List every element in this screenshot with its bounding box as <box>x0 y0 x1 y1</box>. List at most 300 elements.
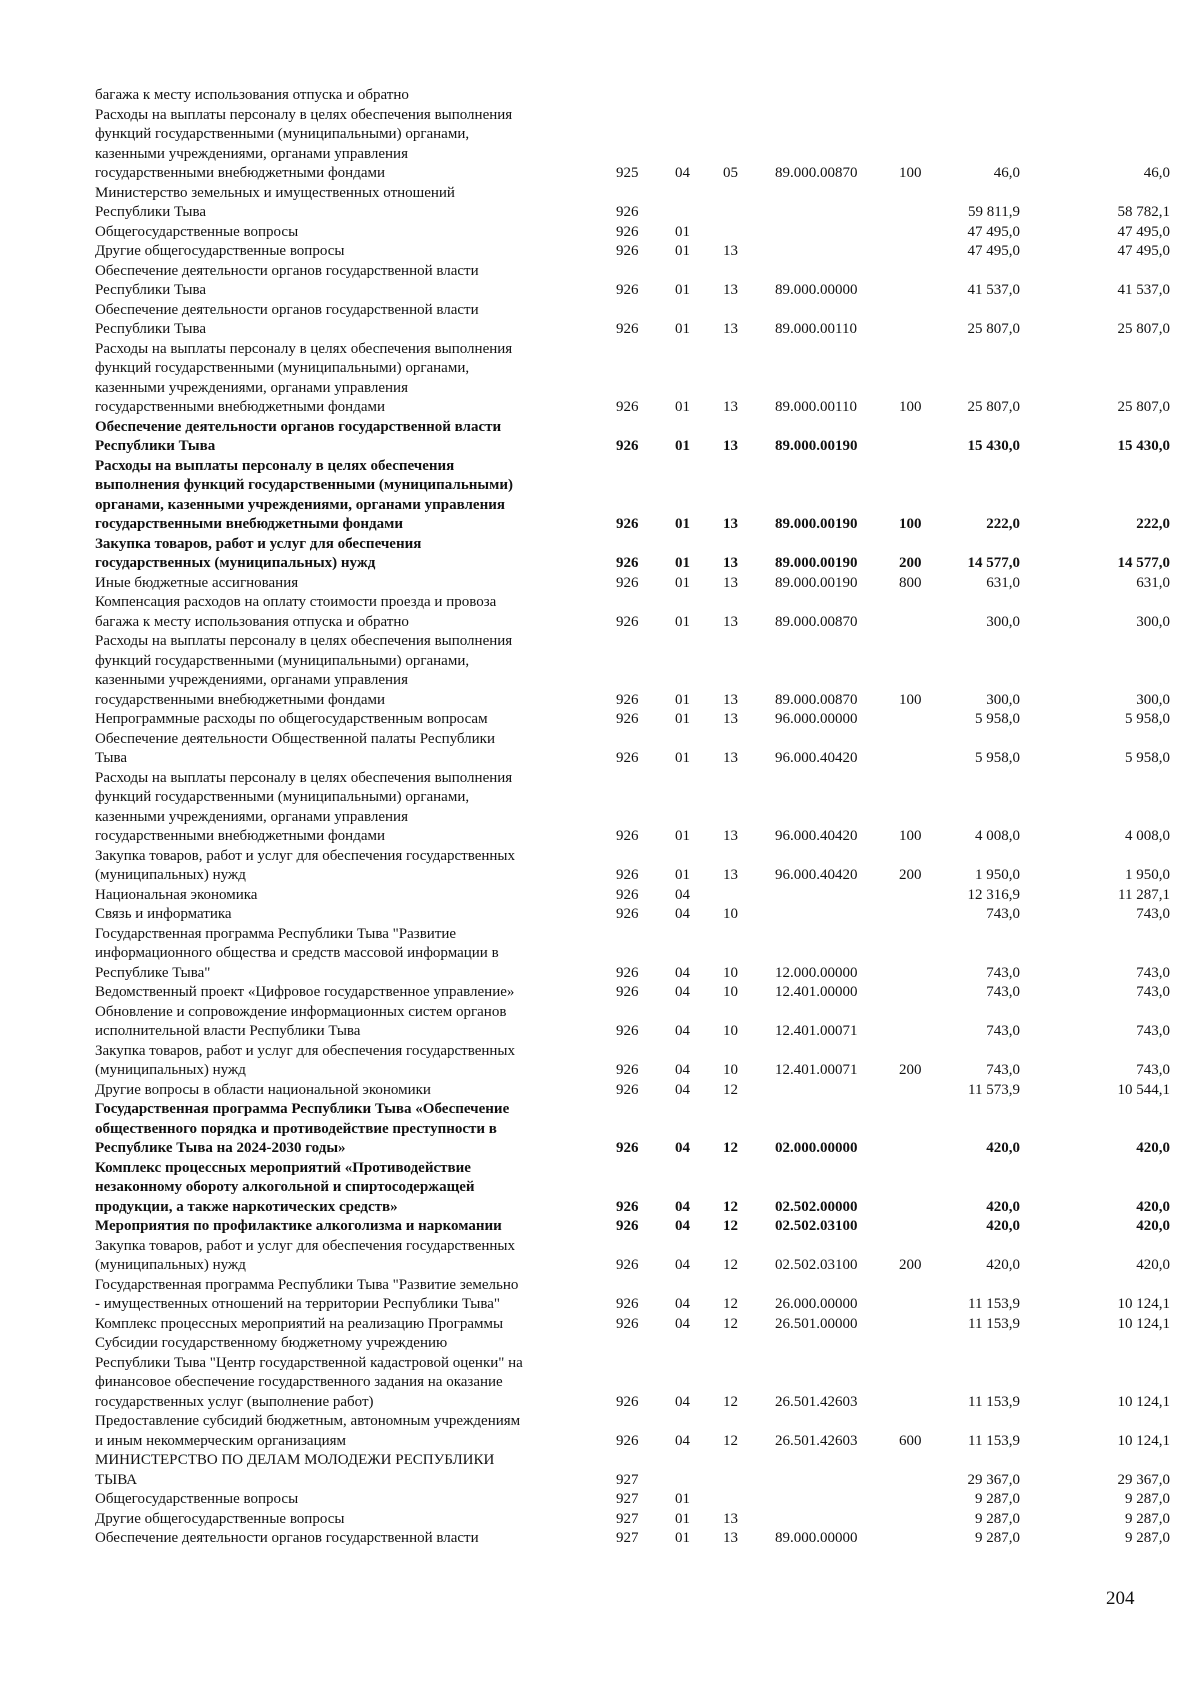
budget-code-grbs: 927 <box>616 1510 639 1527</box>
budget-code-expense-type: 100 <box>899 828 922 844</box>
budget-code-grbs: 926 <box>616 867 639 883</box>
row-name-line: государственными внебюджетными фондами <box>95 399 386 415</box>
budget-code-subsection: 12 <box>723 1315 738 1332</box>
budget-code-subsection: 12 <box>723 1296 738 1312</box>
amount-year-2: 10 124,1 <box>1117 1393 1170 1410</box>
amount-year-2: 9 287,0 <box>1125 1491 1170 1507</box>
row-name <box>95 1276 615 1315</box>
row-name <box>95 847 615 886</box>
row-name-line: Связь и информатика <box>95 906 232 922</box>
table-row <box>95 632 1170 710</box>
table-row <box>95 242 1170 262</box>
row-name <box>95 86 615 106</box>
budget-code-target-item: 26.000.00000 <box>775 1296 858 1312</box>
row-name <box>95 106 615 184</box>
row-name <box>95 1081 615 1101</box>
row-name <box>95 730 615 769</box>
budget-code-grbs: 926 <box>616 1140 639 1156</box>
table-row <box>95 1237 1170 1276</box>
budget-code-target-item: 12.000.00000 <box>775 964 858 981</box>
budget-code-section: 01 <box>675 867 690 883</box>
budget-code-target-item: 96.000.40420 <box>775 828 858 844</box>
budget-code-target-item: 89.000.00000 <box>775 1530 858 1546</box>
budget-code-grbs: 926 <box>616 1062 639 1078</box>
amount-year-1: 300,0 <box>986 613 1020 630</box>
budget-code-subsection: 13 <box>723 399 738 415</box>
budget-code-section: 04 <box>675 1140 690 1156</box>
row-name <box>95 242 615 262</box>
row-name-line: Расходы на выплаты персоналу в целях обеспечения выполнения <box>95 106 513 123</box>
amount-year-1: 420,0 <box>986 1257 1020 1273</box>
row-name <box>95 886 615 906</box>
amount-year-1: 11 153,9 <box>968 1432 1020 1449</box>
budget-code-grbs: 926 <box>616 1023 639 1039</box>
row-name-line: незаконному обороту алкогольной и спиртосодержащей <box>95 1179 475 1195</box>
table-row <box>95 1217 1170 1237</box>
budget-code-expense-type: 200 <box>899 1257 922 1273</box>
budget-code-expense-type: 200 <box>899 867 922 883</box>
budget-code-grbs: 926 <box>616 964 639 981</box>
budget-code-grbs: 926 <box>616 1081 639 1098</box>
table-row <box>95 925 1170 984</box>
row-name-line: (муниципальных) нужд <box>95 867 246 883</box>
budget-code-section: 04 <box>675 1296 690 1312</box>
amount-year-1: 14 577,0 <box>967 555 1020 571</box>
row-name-line: Комплекс процессных мероприятий на реализацию Программы <box>95 1315 504 1332</box>
budget-code-target-item: 89.000.00110 <box>775 321 857 337</box>
row-name-line: государственных (муниципальных) нужд <box>95 555 376 571</box>
row-name-line: Мероприятия по профилактике алкоголизма и наркомании <box>95 1218 502 1234</box>
amount-year-2: 5 958,0 <box>1125 711 1170 727</box>
row-name-line: Предоставление субсидий бюджетным, автономным учреждениям <box>95 1413 521 1429</box>
row-name-line: (муниципальных) нужд <box>95 1257 246 1273</box>
budget-code-target-item: 89.000.00190 <box>775 516 858 532</box>
table-row <box>95 1334 1170 1412</box>
budget-code-target-item: 02.502.03100 <box>775 1218 858 1234</box>
amount-year-2: 47 495,0 <box>1117 243 1170 259</box>
row-name-line: казенными учреждениями, органами управления <box>95 808 408 825</box>
row-name-line: функций государственными (муниципальными) органами, <box>95 126 470 142</box>
row-name-line: информационного общества и средств массовой информации в <box>95 945 499 961</box>
budget-code-grbs: 927 <box>616 1491 639 1507</box>
table-row <box>95 301 1170 340</box>
amount-year-1: 420,0 <box>986 1218 1020 1234</box>
row-name-line: Обновление и сопровождение информационных систем органов <box>95 1003 507 1020</box>
amount-year-2: 420,0 <box>1136 1257 1170 1273</box>
row-name-line: общественного порядка и противодействие преступности в <box>95 1120 497 1137</box>
row-name <box>95 1003 615 1042</box>
budget-code-expense-type: 100 <box>899 516 922 532</box>
budget-code-grbs: 927 <box>616 1471 639 1488</box>
amount-year-1: 11 153,9 <box>968 1296 1020 1312</box>
budget-code-section: 01 <box>675 282 690 298</box>
table-row <box>95 847 1170 886</box>
row-name <box>95 301 615 340</box>
row-name-line: государственными внебюджетными фондами <box>95 165 386 181</box>
budget-code-grbs: 926 <box>616 223 639 240</box>
budget-code-grbs: 926 <box>616 282 639 298</box>
row-name-line: МИНИСТЕРСТВО ПО ДЕЛАМ МОЛОДЕЖИ РЕСПУБЛИКИ <box>95 1452 495 1468</box>
row-name-line: Республике Тыва на 2024-2030 годы» <box>95 1140 346 1156</box>
table-row <box>95 1159 1170 1218</box>
amount-year-1: 46,0 <box>993 165 1020 181</box>
budget-code-target-item: 12.401.00000 <box>775 984 858 1000</box>
row-name-line: Комплекс процессных мероприятий «Противодействие <box>95 1159 471 1176</box>
table-row <box>95 905 1170 925</box>
row-name-line: Общегосударственные вопросы <box>95 223 299 240</box>
row-name <box>95 574 615 594</box>
table-row <box>95 223 1170 243</box>
budget-code-target-item: 02.000.00000 <box>775 1140 858 1156</box>
budget-code-subsection: 10 <box>723 1023 738 1039</box>
amount-year-2: 10 544,1 <box>1117 1081 1170 1098</box>
row-name-line: продукции, а также наркотических средств» <box>95 1198 398 1215</box>
budget-code-subsection: 12 <box>723 1393 738 1410</box>
table-row <box>95 1100 1170 1159</box>
budget-code-target-item: 89.000.00190 <box>775 438 858 454</box>
budget-code-section: 04 <box>675 906 690 922</box>
row-name <box>95 1334 615 1412</box>
amount-year-1: 9 287,0 <box>975 1491 1020 1507</box>
budget-code-subsection: 12 <box>723 1257 738 1273</box>
row-name-line: Другие общегосударственные вопросы <box>95 1510 345 1527</box>
row-name <box>95 983 615 1003</box>
budget-code-grbs: 926 <box>616 516 639 532</box>
table-row <box>95 1451 1170 1490</box>
amount-year-2: 9 287,0 <box>1125 1510 1170 1527</box>
budget-code-section: 01 <box>675 516 690 532</box>
amount-year-2: 1 950,0 <box>1125 867 1170 883</box>
budget-code-section: 01 <box>675 1510 690 1527</box>
table-row <box>95 86 1170 106</box>
amount-year-1: 4 008,0 <box>975 828 1020 844</box>
row-name <box>95 632 615 710</box>
amount-year-1: 25 807,0 <box>967 321 1020 337</box>
budget-code-target-item: 02.502.00000 <box>775 1198 858 1215</box>
row-name-line: функций государственными (муниципальными) органами, <box>95 652 470 669</box>
row-name-line: Республики Тыва <box>95 204 207 220</box>
amount-year-2: 743,0 <box>1136 964 1170 981</box>
budget-code-subsection: 12 <box>723 1218 738 1234</box>
budget-code-expense-type: 200 <box>899 555 922 571</box>
budget-code-section: 04 <box>675 1218 690 1234</box>
row-name-line: функций государственными (муниципальными) органами, <box>95 360 470 376</box>
table-row <box>95 1042 1170 1081</box>
budget-code-subsection: 05 <box>723 165 738 181</box>
amount-year-1: 743,0 <box>986 984 1020 1000</box>
budget-code-grbs: 926 <box>616 1432 639 1449</box>
row-name <box>95 710 615 730</box>
budget-code-section: 01 <box>675 1491 690 1507</box>
budget-code-section: 04 <box>675 1432 690 1449</box>
row-name <box>95 1042 615 1081</box>
budget-code-section: 01 <box>675 613 690 630</box>
budget-code-section: 04 <box>675 964 690 981</box>
budget-code-subsection: 13 <box>723 243 738 259</box>
amount-year-1: 743,0 <box>986 964 1020 981</box>
row-name-line: Обеспечение деятельности органов государственной власти <box>95 301 479 318</box>
budget-code-subsection: 13 <box>723 613 738 630</box>
row-name <box>95 1159 615 1218</box>
table-row <box>95 710 1170 730</box>
row-name-line: Другие вопросы в области национальной экономики <box>95 1081 431 1098</box>
amount-year-2: 10 124,1 <box>1117 1315 1170 1332</box>
budget-code-target-item: 26.501.00000 <box>775 1315 858 1332</box>
amount-year-2: 222,0 <box>1136 516 1170 532</box>
table-row <box>95 983 1170 1003</box>
amount-year-2: 631,0 <box>1136 574 1170 591</box>
row-name <box>95 1100 615 1159</box>
table-row <box>95 1081 1170 1101</box>
amount-year-2: 300,0 <box>1136 691 1170 708</box>
budget-code-grbs: 926 <box>616 613 639 630</box>
budget-code-section: 01 <box>675 243 690 259</box>
row-name <box>95 262 615 301</box>
row-name <box>95 1510 615 1530</box>
amount-year-2: 25 807,0 <box>1117 321 1170 337</box>
budget-code-expense-type: 100 <box>899 165 922 181</box>
budget-code-subsection: 10 <box>723 1062 738 1078</box>
budget-code-section: 04 <box>675 1081 690 1098</box>
row-name-line: казенными учреждениями, органами управления <box>95 379 408 396</box>
row-name-line: Республики Тыва <box>95 282 207 298</box>
amount-year-2: 300,0 <box>1136 613 1170 630</box>
amount-year-2: 4 008,0 <box>1125 828 1170 844</box>
budget-code-grbs: 926 <box>616 906 639 922</box>
budget-code-section: 01 <box>675 399 690 415</box>
row-name <box>95 1315 615 1335</box>
row-name-line: государственными внебюджетными фондами <box>95 828 386 844</box>
row-name-line: Национальная экономика <box>95 886 258 903</box>
budget-code-subsection: 13 <box>723 867 738 883</box>
row-name-line: Республики Тыва <box>95 321 207 337</box>
amount-year-2: 743,0 <box>1136 984 1170 1000</box>
row-name-line: исполнительной власти Республики Тыва <box>95 1023 361 1039</box>
row-name-line: Обеспечение деятельности органов государственной власти <box>95 418 502 435</box>
amount-year-2: 743,0 <box>1136 1062 1170 1078</box>
budget-code-grbs: 926 <box>616 574 639 591</box>
row-name-line: Другие общегосударственные вопросы <box>95 243 345 259</box>
row-name-line: Непрограммные расходы по общегосударственным вопросам <box>95 711 488 727</box>
row-name <box>95 1490 615 1510</box>
budget-code-grbs: 926 <box>616 711 639 727</box>
budget-code-target-item: 02.502.03100 <box>775 1257 858 1273</box>
budget-code-subsection: 13 <box>723 1510 738 1527</box>
row-name-line: Расходы на выплаты персоналу в целях обеспечения выполнения <box>95 769 513 786</box>
row-name-line: Ведомственный проект «Цифровое государственное управление» <box>95 984 515 1000</box>
budget-code-subsection: 13 <box>723 555 738 571</box>
budget-code-subsection: 10 <box>723 964 738 981</box>
row-name-line: Закупка товаров, работ и услуг для обеспечения <box>95 535 422 552</box>
amount-year-1: 420,0 <box>986 1198 1020 1215</box>
amount-year-1: 743,0 <box>986 1023 1020 1039</box>
budget-code-section: 04 <box>675 1257 690 1273</box>
budget-code-subsection: 13 <box>723 282 738 298</box>
amount-year-2: 420,0 <box>1136 1218 1170 1234</box>
row-name-line: Компенсация расходов на оплату стоимости проезда и провоза <box>95 594 497 610</box>
budget-code-expense-type: 800 <box>899 574 922 591</box>
amount-year-2: 743,0 <box>1136 1023 1170 1039</box>
page-number: 204 <box>1106 1588 1135 1609</box>
budget-code-expense-type: 100 <box>899 399 922 415</box>
amount-year-1: 5 958,0 <box>975 750 1020 766</box>
budget-code-section: 04 <box>675 1315 690 1332</box>
row-name <box>95 1451 615 1490</box>
amount-year-2: 420,0 <box>1136 1140 1170 1156</box>
table-row <box>95 262 1170 301</box>
amount-year-1: 12 316,9 <box>967 886 1020 903</box>
amount-year-2: 29 367,0 <box>1117 1471 1170 1488</box>
amount-year-2: 25 807,0 <box>1117 399 1170 415</box>
budget-code-subsection: 13 <box>723 516 738 532</box>
budget-code-subsection: 13 <box>723 321 738 337</box>
budget-code-section: 01 <box>675 711 690 727</box>
budget-code-grbs: 926 <box>616 1315 639 1332</box>
budget-code-grbs: 926 <box>616 243 639 259</box>
budget-code-target-item: 89.000.00000 <box>775 282 858 298</box>
table-row <box>95 886 1170 906</box>
table-row <box>95 340 1170 418</box>
table-row <box>95 418 1170 457</box>
row-name <box>95 223 615 243</box>
budget-code-section: 01 <box>675 574 690 591</box>
row-name-line: Закупка товаров, работ и услуг для обеспечения государственных <box>95 847 516 864</box>
budget-code-target-item: 96.000.40420 <box>775 750 858 766</box>
budget-code-section: 01 <box>675 223 690 240</box>
table-row <box>95 730 1170 769</box>
budget-code-grbs: 926 <box>616 1296 639 1312</box>
row-name <box>95 340 615 418</box>
row-name-line: Закупка товаров, работ и услуг для обеспечения государственных <box>95 1237 516 1254</box>
amount-year-1: 59 811,9 <box>968 204 1020 220</box>
budget-code-section: 01 <box>675 321 690 337</box>
budget-code-grbs: 927 <box>616 1530 639 1546</box>
budget-code-target-item: 96.000.40420 <box>775 867 858 883</box>
amount-year-2: 9 287,0 <box>1125 1530 1170 1546</box>
budget-code-grbs: 925 <box>616 165 639 181</box>
table-row <box>95 1003 1170 1042</box>
row-name-line: Расходы на выплаты персоналу в целях обеспечения <box>95 457 455 474</box>
row-name-line: финансовое обеспечение государственного задания на оказание <box>95 1374 503 1390</box>
row-name-line: Обеспечение деятельности органов государственной власти <box>95 262 479 279</box>
row-name-line: Министерство земельных и имущественных отношений <box>95 184 455 201</box>
row-name-line: Республике Тыва" <box>95 964 211 981</box>
budget-code-grbs: 926 <box>616 438 639 454</box>
amount-year-1: 15 430,0 <box>967 438 1020 454</box>
budget-code-grbs: 926 <box>616 691 639 708</box>
budget-code-target-item: 89.000.00870 <box>775 613 858 630</box>
amount-year-1: 1 950,0 <box>975 867 1020 883</box>
table-row <box>95 1315 1170 1335</box>
amount-year-2: 15 430,0 <box>1117 438 1170 454</box>
row-name-line: Государственная программа Республики Тыва "Развитие земельно <box>95 1276 519 1293</box>
amount-year-1: 11 573,9 <box>968 1081 1020 1098</box>
budget-code-grbs: 926 <box>616 1257 639 1273</box>
row-name <box>95 1412 615 1451</box>
row-name-line: Государственная программа Республики Тыва «Обеспечение <box>95 1101 510 1117</box>
amount-year-1: 11 153,9 <box>968 1315 1020 1332</box>
table-row <box>95 184 1170 223</box>
row-name-line: государственными внебюджетными фондами <box>95 691 386 708</box>
budget-code-grbs: 926 <box>616 886 639 903</box>
amount-year-1: 743,0 <box>986 1062 1020 1078</box>
budget-code-section: 01 <box>675 555 690 571</box>
budget-code-subsection: 13 <box>723 438 738 454</box>
row-name-line: Обеспечение деятельности Общественной палаты Республики <box>95 730 495 747</box>
budget-code-subsection: 10 <box>723 906 738 922</box>
amount-year-1: 9 287,0 <box>975 1530 1020 1546</box>
row-name <box>95 535 615 574</box>
row-name <box>95 769 615 847</box>
amount-year-1: 41 537,0 <box>967 282 1020 298</box>
table-row <box>95 1510 1170 1530</box>
budget-code-grbs: 926 <box>616 1198 639 1215</box>
amount-year-2: 47 495,0 <box>1117 223 1170 240</box>
row-name-line: Обеспечение деятельности органов государственной власти <box>95 1530 479 1546</box>
row-name-line: функций государственными (муниципальными) органами, <box>95 789 470 805</box>
budget-code-expense-type: 600 <box>899 1432 922 1449</box>
budget-code-subsection: 12 <box>723 1081 738 1098</box>
budget-code-grbs: 926 <box>616 1393 639 1410</box>
row-name <box>95 184 615 223</box>
budget-code-subsection: 13 <box>723 711 738 727</box>
budget-code-subsection: 13 <box>723 691 738 708</box>
amount-year-1: 9 287,0 <box>975 1510 1020 1527</box>
row-name-line: казенными учреждениями, органами управления <box>95 145 408 162</box>
row-name <box>95 418 615 457</box>
table-row <box>95 106 1170 184</box>
budget-code-subsection: 13 <box>723 828 738 844</box>
row-name <box>95 1217 615 1237</box>
budget-code-target-item: 12.401.00071 <box>775 1023 858 1039</box>
budget-code-subsection: 13 <box>723 574 738 591</box>
budget-code-grbs: 926 <box>616 750 639 766</box>
row-name-line: Государственная программа Республики Тыва "Развитие <box>95 925 457 942</box>
budget-code-grbs: 926 <box>616 204 639 220</box>
budget-code-target-item: 12.401.00071 <box>775 1062 858 1078</box>
budget-code-section: 01 <box>675 691 690 708</box>
amount-year-2: 58 782,1 <box>1117 204 1170 220</box>
amount-year-2: 5 958,0 <box>1125 750 1170 766</box>
amount-year-2: 743,0 <box>1136 906 1170 922</box>
row-name-line: и иным некоммерческим организациям <box>95 1432 347 1449</box>
amount-year-2: 41 537,0 <box>1117 282 1170 298</box>
amount-year-1: 25 807,0 <box>967 399 1020 415</box>
row-name-line: выполнения функций государственными (муниципальными) <box>95 477 513 493</box>
budget-code-section: 04 <box>675 1198 690 1215</box>
row-name-line: государственных услуг (выполнение работ) <box>95 1393 374 1410</box>
amount-year-1: 300,0 <box>986 691 1020 708</box>
budget-code-grbs: 926 <box>616 399 639 415</box>
amount-year-2: 46,0 <box>1143 165 1170 181</box>
row-name-line: органами, казенными учреждениями, органами управления <box>95 496 505 513</box>
row-name-line: ТЫВА <box>95 1471 138 1488</box>
amount-year-1: 11 153,9 <box>968 1393 1020 1410</box>
table-row <box>95 574 1170 594</box>
row-name-line: (муниципальных) нужд <box>95 1062 246 1078</box>
row-name <box>95 593 615 632</box>
budget-code-grbs: 926 <box>616 828 639 844</box>
row-name-line: - имущественных отношений на территории Республики Тыва" <box>95 1296 501 1312</box>
budget-code-subsection: 13 <box>723 750 738 766</box>
amount-year-2: 10 124,1 <box>1117 1296 1170 1312</box>
amount-year-1: 47 495,0 <box>967 243 1020 259</box>
budget-code-section: 04 <box>675 1393 690 1410</box>
row-name-line: Общегосударственные вопросы <box>95 1491 299 1507</box>
amount-year-1: 222,0 <box>986 516 1020 532</box>
amount-year-2: 10 124,1 <box>1117 1432 1170 1449</box>
table-row <box>95 593 1170 632</box>
